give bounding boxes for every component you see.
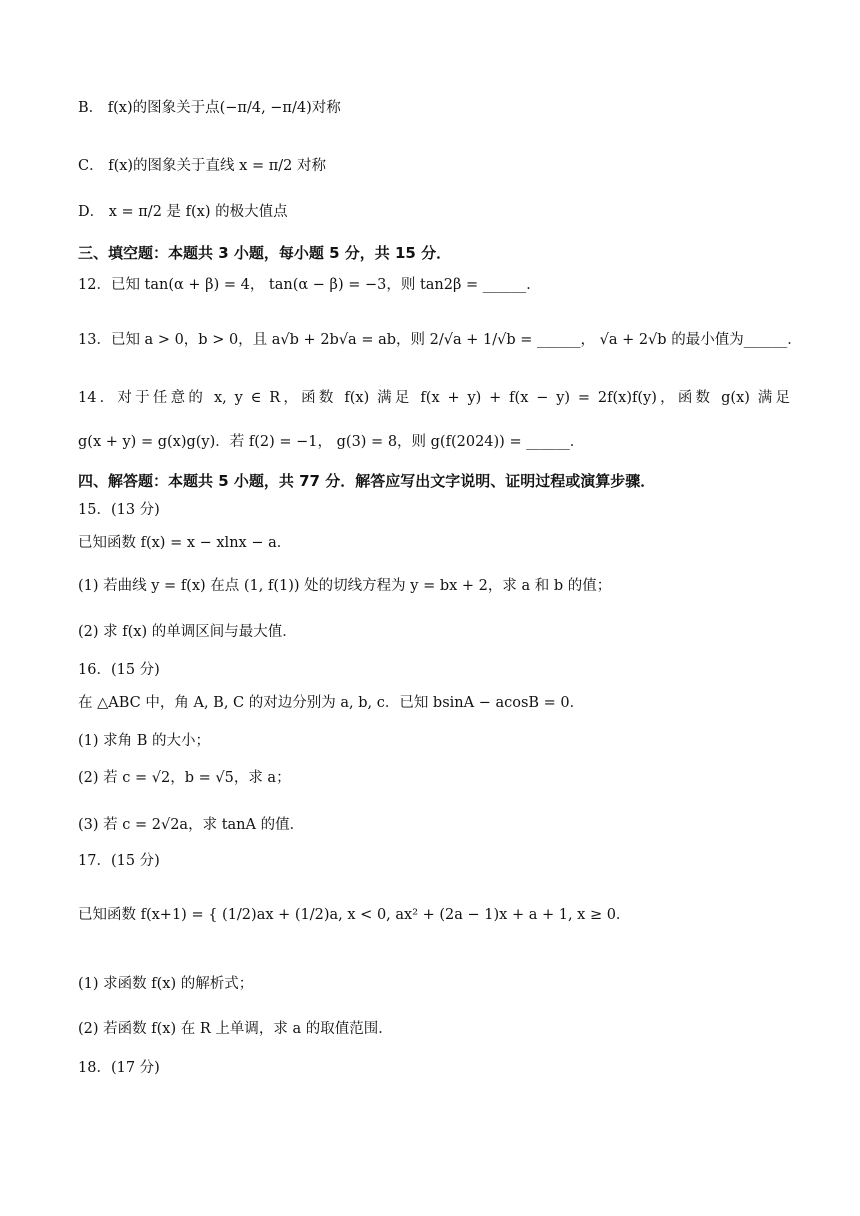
section-heading: 三、填空题：本题共 3 小题，每小题 5 分，共 15 分． xyxy=(78,244,452,262)
text-line: 18．(17 分) xyxy=(78,1060,160,1076)
section-heading: 四、解答题：本题共 5 小题，共 77 分．解答应写出文字说明、证明过程或演算步骤． xyxy=(78,472,656,490)
text-line: B． f(x)的图象关于点(−π/4, −π/4)对称 xyxy=(78,100,341,116)
text-line: 在 △ABC 中，角 A, B, C 的对边分别为 a, b, c．已知 bsinA − acosB = 0． xyxy=(78,695,585,711)
text-line: 12．已知 tan(α + β) = 4， tan(α − β) = −3，则 tan2β = ______． xyxy=(78,277,541,293)
text-line: 15．(13 分) xyxy=(78,502,160,518)
text-line: 17．(15 分) xyxy=(78,853,160,869)
text-line: (3) 若 c = 2√2a，求 tanA 的值． xyxy=(78,817,305,833)
text-line: (2) 若 c = √2，b = √5，求 a； xyxy=(78,770,291,786)
text-line: (1) 若曲线 y = f(x) 在点 (1, f(1)) 处的切线方程为 y = bx + 2，求 a 和 b 的值； xyxy=(78,578,612,594)
text-line: (2) 求 f(x) 的单调区间与最大值． xyxy=(78,624,297,640)
text-line: (2) 若函数 f(x) 在 R 上单调，求 a 的取值范围． xyxy=(78,1021,393,1037)
text-line: D． x = π/2 是 f(x) 的极大值点 xyxy=(78,204,288,220)
text-line: g(x + y) = g(x)g(y)．若 f(2) = −1， g(3) = 8，则 g(f(2024)) = ______． xyxy=(78,434,585,450)
text-line: 14．对于任意的 x, y ∈ R，函数 f(x) 满足 f(x + y) + f(x − y) = 2f(x)f(y)，函数 g(x) 满足 xyxy=(78,390,790,406)
text-line: 13．已知 a > 0，b > 0，且 a√b + 2b√a = ab，则 2/√a + 1/√b = ______， √a + 2√b 的最小值为______． xyxy=(78,332,802,348)
text-line: 已知函数 f(x) = x − xlnx − a． xyxy=(78,535,292,551)
text-line: 16．(15 分) xyxy=(78,662,160,678)
text-line: C． f(x)的图象关于直线 x = π/2 对称 xyxy=(78,158,326,174)
text-line: (1) 求角 B 的大小； xyxy=(78,733,211,749)
text-line: 已知函数 f(x+1) = { (1/2)ax + (1/2)a, x < 0, ax² + (2a − 1)x + a + 1, x ≥ 0． xyxy=(78,907,631,923)
text-line: (1) 求函数 f(x) 的解析式； xyxy=(78,976,254,992)
